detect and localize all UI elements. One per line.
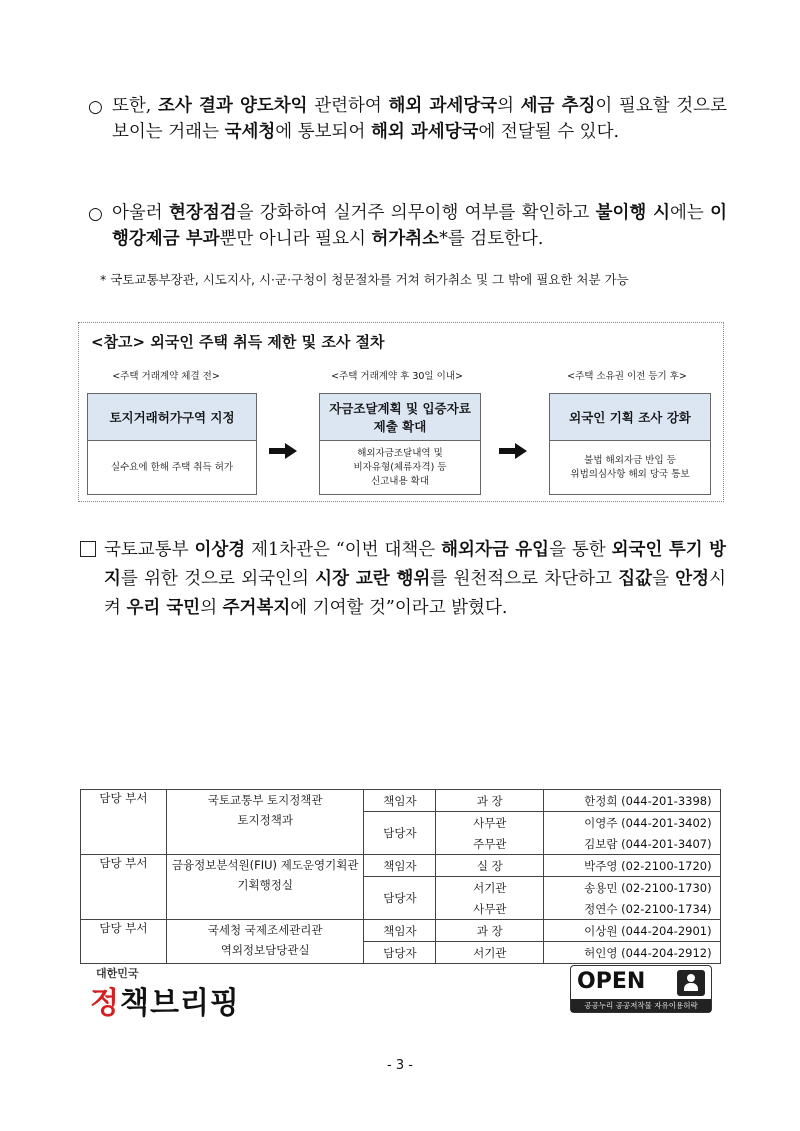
page-number: - 3 - [387, 1058, 413, 1073]
step-description: 해외자금조달내역 및 비자유형(체류자격) 등 신고내용 확대 [319, 440, 481, 495]
emphasis-text: 시장 교란 행위 [315, 569, 431, 589]
contact-table [80, 789, 721, 964]
person-cell: 이영주 (044-201-3402) [544, 812, 721, 834]
title-cell: 과 장 [436, 790, 544, 812]
person-cell: 김보람 (044-201-3407) [544, 833, 721, 855]
step-box: 외국인 기획 조사 강화 [549, 393, 711, 441]
body-text: 뿐만 아니라 필요시 [219, 229, 372, 249]
dept-label: 담당 부서 [81, 855, 167, 920]
dept-label: 담당 부서 [81, 790, 167, 855]
emphasis-text: 해외 과세당국 [370, 122, 479, 142]
emphasis-text: 국세청 [224, 122, 276, 142]
paragraph-site-inspection [112, 200, 727, 252]
body-text: 아울러 [112, 203, 170, 223]
role-cell: 담당자 [364, 812, 436, 855]
open-caption: 공공누리 공공저작물 자유이용허락 [571, 999, 711, 1012]
body-text: 이 필요할 것으로 보이는 거래는 [112, 96, 727, 142]
body-text: 관련하여 [307, 96, 389, 116]
emphasis-text: 해외자금 유입 [441, 540, 550, 560]
bullet-circle: ○ [88, 204, 103, 224]
body-text: 국토교통부 [104, 540, 195, 560]
role-cell: 책임자 [364, 855, 436, 877]
attribution-person-icon [677, 970, 705, 996]
kogl-open-badge [570, 965, 712, 1013]
dept-label: 담당 부서 [81, 920, 167, 964]
dept-name: 국토교통부 토지정책관 토지정책과 [166, 790, 364, 855]
emphasis-text: 조사 결과 양도차익 [158, 96, 308, 116]
emphasis-text: 세금 추징 [520, 96, 596, 116]
body-text: 를 원천적으로 차단하고 [430, 569, 619, 589]
step-box: 자금조달계획 및 입증자료 제출 확대 [319, 393, 481, 441]
title-cell: 주무관 [436, 833, 544, 855]
person-cell: 송용민 (02-2100-1730) [544, 877, 721, 899]
title-cell: 사무관 [436, 898, 544, 920]
body-text: 을 [652, 569, 676, 589]
person-cell: 한정희 (044-201-3398) [544, 790, 721, 812]
step-description: 불법 해외자금 반입 등 위법의심사항 해외 당국 통보 [549, 440, 711, 495]
person-cell: 정연수 (02-2100-1734) [544, 898, 721, 920]
emphasis-text: 주거복지 [222, 598, 291, 618]
person-cell: 이상원 (044-204-2901) [544, 920, 721, 942]
title-cell: 과 장 [436, 920, 544, 942]
emphasis-text: 집값 [618, 569, 653, 589]
body-text: 에 기여할 것”이라고 밝혔다. [290, 598, 508, 618]
title-cell: 실 장 [436, 855, 544, 877]
body-text: 에는 [670, 203, 711, 223]
role-cell: 담당자 [364, 942, 436, 964]
emphasis-text: 불이행 시 [595, 203, 670, 223]
emphasis-text: 우리 국민 [126, 598, 201, 618]
title-cell: 서기관 [436, 942, 544, 964]
phase-label: <주택 소유권 이전 등기 후> [567, 371, 687, 382]
reference-box [78, 322, 724, 502]
body-text: 시켜 [104, 569, 726, 618]
body-text: 을 통한 [549, 540, 612, 560]
title-cell: 서기관 [436, 877, 544, 899]
emphasis-text: 외국인 투기 방지 [104, 540, 727, 589]
role-cell: 책임자 [364, 790, 436, 812]
reference-title: <참고> 외국인 주택 취득 제한 및 조사 절차 [91, 333, 385, 351]
emphasis-text: 해외 과세당국 [388, 96, 498, 116]
paragraph-tax-notice [112, 93, 727, 145]
bullet-circle: ○ [88, 97, 103, 117]
body-text: 의 [200, 598, 223, 618]
step-box: 토지거래허가구역 지정 [87, 393, 257, 441]
body-text: 을 강화하여 실거주 의무이행 여부를 확인하고 [236, 203, 596, 223]
role-cell: 책임자 [364, 920, 436, 942]
person-cell: 박주영 (02-2100-1720) [544, 855, 721, 877]
phase-label: <주택 거래계약 후 30일 이내> [331, 371, 463, 382]
emphasis-text: 이행강제금 부과 [112, 203, 728, 249]
policy-briefing-logo: 정책브리핑 [90, 986, 240, 1021]
body-text: 또한, [112, 96, 159, 116]
role-cell: 담당자 [364, 877, 436, 920]
emphasis-text: 이상경 [194, 540, 246, 560]
emphasis-text: 허가취소 [371, 229, 440, 249]
body-text: 를 위한 것으로 외국인의 [120, 569, 316, 589]
emphasis-text: 안정 [675, 569, 710, 589]
dept-name: 국세청 국제조세관리관 역외정보담당관실 [166, 920, 364, 964]
dept-name: 금융정보분석원(FIU) 제도운영기획관 기획행정실 [166, 855, 364, 920]
square-bullet-icon [80, 541, 96, 557]
open-word: OPEN [577, 969, 646, 994]
footnote: * 국토교통부장관, 시도지사, 시·군·구청이 청문절차를 거쳐 허가취소 및 그 밖에 필요한 처분 가능 [100, 272, 629, 287]
body-text: 에 전달될 수 있다. [478, 122, 620, 142]
phase-label: <주택 거래계약 체결 전> [112, 371, 220, 382]
step-description: 실수요에 한해 주택 취득 허가 [87, 440, 257, 495]
body-text: 의 [497, 96, 521, 116]
person-cell: 허인영 (044-204-2912) [544, 942, 721, 964]
emphasis-text: 현장점검 [169, 203, 237, 223]
body-text: 에 통보되어 [275, 122, 371, 142]
paragraph-vice-minister-quote [104, 536, 726, 623]
logo-caption: 대한민국 [96, 967, 139, 980]
body-text: 제1차관은 “이번 대책은 [245, 540, 442, 560]
title-cell: 사무관 [436, 812, 544, 834]
body-text: *를 검토한다. [439, 229, 544, 249]
